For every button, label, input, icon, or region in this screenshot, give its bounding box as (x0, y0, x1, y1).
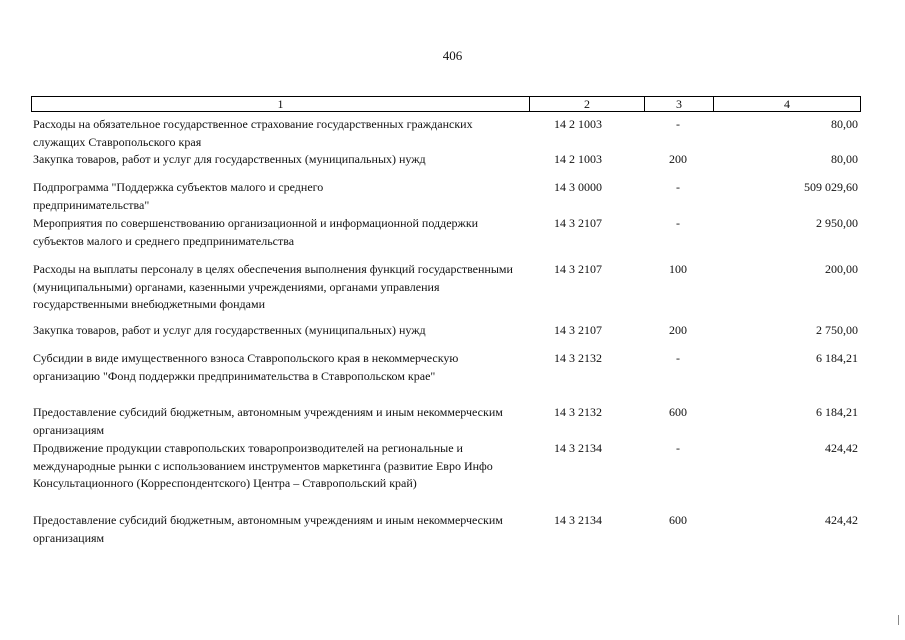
row-type: 600 (669, 405, 687, 419)
row-description: Расходы на обязательное государственное страхование государственных гражданских служащих Ставропольского края (33, 117, 473, 149)
row-type: 600 (669, 513, 687, 527)
row-amount: 6 184,21 (816, 351, 858, 365)
row-type: - (676, 117, 680, 131)
row-code: 14 3 2107 (554, 262, 602, 276)
row-code: 14 3 2132 (554, 405, 602, 419)
row-description: Закупка товаров, работ и услуг для государственных (муниципальных) нужд (33, 323, 426, 337)
row-type: - (676, 216, 680, 230)
row-amount: 200,00 (825, 262, 858, 276)
row-description: Предоставление субсидий бюджетным, автономным учреждениям и иным некоммерческим организациям (33, 405, 503, 437)
row-description: Подпрограмма "Поддержка субъектов малого и среднего предпринимательства" (33, 180, 324, 212)
row-type: 200 (669, 152, 687, 166)
row-amount: 6 184,21 (816, 405, 858, 419)
column-header-3: 3 (645, 97, 714, 111)
row-amount: 509 029,60 (804, 180, 858, 194)
row-amount: 2 950,00 (816, 216, 858, 230)
row-amount: 424,42 (825, 441, 858, 455)
row-code: 14 3 0000 (554, 180, 602, 194)
scan-artifact (898, 615, 899, 625)
column-header-1: 1 (32, 97, 530, 111)
row-description: Расходы на выплаты персоналу в целях обеспечения выполнения функций государственными (муниципальными) органами, казенными учреждениями, органами управления государственными внебюджетными фондами (33, 262, 513, 311)
row-amount: 424,42 (825, 513, 858, 527)
column-header-2: 2 (530, 97, 645, 111)
row-code: 14 2 1003 (554, 117, 602, 131)
row-type: - (676, 180, 680, 194)
row-description: Субсидии в виде имущественного взноса Ставропольского края в некоммерческую организацию "Фонд поддержки предпринимательства в Ставропольском крае" (33, 351, 459, 383)
row-type: 100 (669, 262, 687, 276)
row-type: - (676, 441, 680, 455)
row-description: Мероприятия по совершенствованию организационной и информационной поддержки субъектов малого и среднего предпринимательства (33, 216, 479, 248)
row-type: - (676, 351, 680, 365)
page-number: 406 (442, 48, 463, 63)
table-header (31, 96, 861, 112)
row-code: 14 3 2107 (554, 216, 602, 230)
row-description: Продвижение продукции ставропольских товаропроизводителей на региональные и международные рынки с использованием инструментов маркетинга (развитие Евро Инфо Консультационного (Корреспондентского) Центра – Ставропольский край) (33, 441, 493, 490)
column-header-4: 4 (784, 97, 790, 111)
row-code: 14 2 1003 (554, 152, 602, 166)
row-description: Закупка товаров, работ и услуг для государственных (муниципальных) нужд (33, 152, 426, 166)
row-description: Предоставление субсидий бюджетным, автономным учреждениям и иным некоммерческим организациям (33, 513, 503, 545)
row-code: 14 3 2134 (554, 513, 602, 527)
row-code: 14 3 2107 (554, 323, 602, 337)
row-amount: 80,00 (831, 117, 858, 131)
row-code: 14 3 2134 (554, 441, 602, 455)
row-code: 14 3 2132 (554, 351, 602, 365)
row-amount: 2 750,00 (816, 323, 858, 337)
row-type: 200 (669, 323, 687, 337)
row-amount: 80,00 (831, 152, 858, 166)
